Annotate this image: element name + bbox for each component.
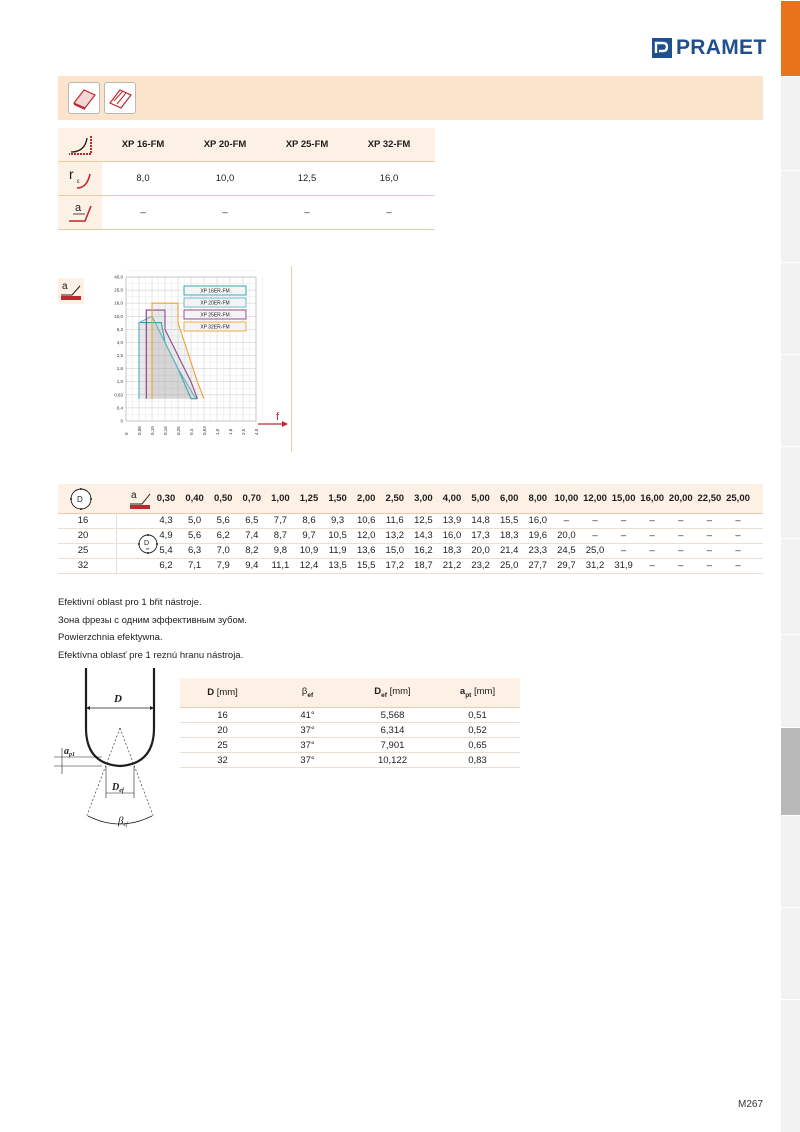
dim-cell: 37° (300, 724, 315, 736)
svg-text:a: a (75, 201, 82, 214)
ap-cell: 7,0 (216, 545, 230, 556)
svg-text:a: a (131, 490, 137, 501)
table-row (58, 514, 763, 529)
x-tick-label: 0 (124, 432, 129, 435)
spec-value: 12,5 (297, 173, 317, 184)
diagram-label-d: D (114, 693, 122, 705)
x-tick-label: 0,10 (150, 426, 155, 435)
ap-column-header: 12,00 (583, 493, 607, 504)
x-tick-label: 0,63 (202, 426, 207, 435)
ap-column-header: 20,00 (668, 493, 693, 504)
ap-cell: 12,4 (299, 560, 319, 571)
ap-cell: 6,2 (216, 530, 230, 541)
dim-cell: 37° (300, 754, 315, 766)
ap-column-header: 0,40 (185, 493, 204, 504)
dimension-table (180, 678, 520, 768)
ap-cell: 8,2 (245, 545, 259, 556)
ap-cell: 24,5 (557, 545, 576, 556)
ap-column-header: 16,00 (640, 493, 665, 504)
column-divider (116, 529, 117, 544)
ap-cell: 14,8 (471, 515, 490, 526)
y-tick-label: 10,0 (114, 313, 123, 319)
x-axis-arrowhead (282, 421, 288, 427)
table-row (180, 723, 520, 738)
ap-cell: 13,5 (328, 560, 347, 571)
y-tick-label: 4,0 (116, 339, 123, 345)
x-tick-label: 0,16 (163, 426, 168, 435)
side-tab-active-section[interactable] (781, 0, 800, 76)
ap-cell: – (678, 545, 684, 556)
ap-cell: 6,2 (159, 560, 173, 571)
ap-cell: – (706, 545, 713, 556)
x-tick-label: 4,0 (254, 428, 259, 435)
side-tab[interactable] (781, 634, 800, 727)
spec-value: 8,0 (136, 173, 150, 184)
side-tab[interactable] (781, 815, 800, 907)
ap-cell: 18,3 (499, 530, 519, 541)
spec-header: XP 32-FM (367, 139, 411, 150)
chamfer-width-icon (58, 196, 102, 229)
side-tab[interactable] (781, 907, 800, 999)
spec-table (58, 128, 435, 230)
ap-cell: 11,9 (328, 545, 347, 556)
side-tab[interactable] (781, 354, 800, 446)
ap-cell: 9,3 (330, 515, 345, 526)
y-tick-label: 0,63 (114, 392, 123, 398)
y-tick-label: 6,3 (116, 326, 123, 332)
spec-value: – (222, 207, 228, 218)
table-row (58, 559, 763, 574)
spec-row-chamfer (58, 196, 435, 230)
ball-nose-diagram (52, 668, 182, 833)
legend-label: XP 25ER-FM (200, 312, 230, 319)
column-divider (116, 514, 117, 529)
ap-cell: – (678, 560, 684, 571)
ap-cell: 20,0 (471, 545, 490, 556)
ap-cell: 7,4 (245, 530, 259, 541)
ap-column-header: 1,50 (328, 493, 347, 504)
ap-cell: 16,0 (442, 530, 462, 541)
ap-cell: – (649, 560, 655, 571)
side-tab[interactable] (781, 262, 800, 354)
dim-cell: 0,52 (468, 724, 487, 736)
spec-value: – (304, 207, 310, 218)
dim-header-d: D [mm] (207, 687, 238, 698)
column-divider (116, 559, 117, 574)
ap-column-header: 0,30 (156, 493, 176, 504)
ap-column-header: 15,00 (611, 493, 636, 504)
dim-cell: 5,568 (380, 709, 405, 721)
ap-cell: 31,9 (614, 560, 633, 571)
ap-cell: 14,3 (414, 530, 433, 541)
dim-header-def: $D_{ef}$ [mm] (374, 686, 411, 699)
ap-cell: 13,9 (442, 515, 462, 526)
ap-cell: 5,6 (216, 515, 230, 526)
ap-column-header: 6,00 (499, 493, 519, 504)
insert-face-icon (68, 82, 100, 114)
dim-cell: 6,314 (380, 724, 405, 736)
ap-column-header: 0,70 (242, 493, 262, 504)
legend-label: XP 16ER-FM (200, 288, 230, 295)
ap-cell: – (563, 515, 570, 526)
ap-cell: 7,9 (216, 560, 230, 571)
effective-diameter-icon (136, 531, 160, 557)
dim-cell: 20 (217, 724, 228, 736)
ap-cell: 18,7 (414, 560, 433, 571)
ap-cell: 6,3 (187, 545, 202, 556)
dim-cell: 41° (300, 709, 315, 721)
ap-row-diameter: 25 (77, 545, 89, 556)
dim-cell: 0,51 (468, 709, 487, 721)
ap-cell: 18,3 (442, 545, 462, 556)
chart-plot (56, 264, 296, 454)
ap-cell: – (735, 545, 741, 556)
profile-icon (58, 128, 102, 161)
pramet-logo-icon (652, 38, 672, 58)
note-line-cs: Efektivní oblast pro 1 břit nástroje. (58, 597, 202, 608)
side-tab[interactable] (781, 538, 800, 634)
ap-cell: – (706, 530, 713, 541)
svg-text:ef: ef (146, 546, 150, 551)
ap-cell: 27,7 (528, 560, 548, 571)
ap-cell: 13,6 (356, 545, 376, 556)
ap-cell: 9,4 (245, 560, 259, 571)
x-tick-label: 0,06 (137, 426, 142, 435)
note-line-ru: Зона фрезы с одним эффективным зубом. (58, 614, 247, 626)
ap-column-header: 5,00 (471, 493, 490, 504)
y-tick-label: 1,0 (116, 379, 123, 385)
ap-cell: – (735, 515, 741, 526)
y-tick-label: 2,5 (116, 353, 123, 359)
y-tick-label: 0 (120, 418, 123, 424)
ap-cell: 25,0 (499, 560, 519, 571)
y-tick-label: 25,0 (114, 287, 123, 293)
table-row (180, 708, 520, 723)
ap-cell: – (735, 530, 741, 541)
ap-row-diameter: 20 (77, 530, 89, 541)
ap-cell: 17,2 (385, 560, 405, 571)
ap-cell: 23,3 (528, 545, 548, 556)
ap-cell: 10,5 (328, 530, 347, 541)
table-row (58, 529, 763, 544)
dim-cell: 37° (300, 739, 315, 751)
table-row (180, 738, 520, 753)
ap-cell: 12,5 (414, 515, 433, 526)
dim-cell: 16 (217, 709, 228, 721)
brand-logo (652, 36, 766, 60)
note-line-sk: Efektívna oblasť pre 1 reznú hranu nástroja. (58, 649, 244, 661)
dim-cell: 0,83 (468, 754, 487, 766)
dim-cell: 10,122 (377, 754, 408, 766)
x-tick-label: 0,25 (176, 426, 181, 435)
ap-cell: 10,6 (356, 515, 376, 526)
diagram-label-ap: $a_{p1}$ (64, 746, 75, 758)
ap-column-header: 25,00 (726, 493, 750, 504)
ap-cell: 9,8 (273, 545, 287, 556)
ap-cell: – (706, 515, 713, 526)
legend-label: XP 20ER-FM (200, 300, 230, 307)
spec-header: XP 25-FM (285, 139, 329, 150)
y-tick-label: 40,0 (114, 274, 123, 280)
ap-cell: – (620, 545, 627, 556)
diagram-label-def: $D_{ef}$ (112, 782, 124, 794)
ap-row-diameter: 32 (77, 560, 89, 571)
ap-cell: 21,4 (499, 545, 519, 556)
ap-cell: 13,2 (385, 530, 405, 541)
x-axis-label: f (276, 411, 280, 423)
ap-cell: 15,5 (499, 515, 519, 526)
side-tab[interactable] (781, 170, 800, 262)
dim-cell: 0,65 (468, 739, 487, 751)
ap-cell: 8,7 (273, 530, 287, 541)
x-tick-label: 2,5 (241, 428, 246, 435)
ap-column-header: 10,00 (554, 493, 579, 504)
ap-cell: 4,9 (159, 530, 173, 541)
ap-cell: – (735, 560, 741, 571)
ap-cell: – (649, 515, 655, 526)
spec-value: 16,0 (379, 173, 399, 184)
svg-text:D: D (77, 495, 83, 504)
ap-cell: 11,6 (385, 515, 404, 526)
x-tick-label: 1,0 (215, 428, 220, 435)
note-line-pl: Powierzchnia efektywna. (58, 632, 163, 643)
ap-cell: 11,1 (271, 560, 290, 571)
column-divider (116, 544, 117, 559)
ap-cell: 16,2 (414, 545, 433, 556)
brand-name: PRAMET (676, 36, 767, 59)
ap-cell: 5,6 (187, 530, 202, 541)
svg-text:ε: ε (77, 178, 80, 185)
ap-column-header: 22,50 (697, 493, 722, 504)
dim-table-header (180, 678, 520, 708)
y-tick-label: 1,6 (116, 366, 123, 372)
ap-cell: 15,5 (356, 560, 376, 571)
ap-row-diameter: 16 (77, 515, 89, 526)
ap-cell: – (592, 530, 598, 541)
legend-label: XP 32ER-FM (200, 324, 230, 331)
ap-cell: – (592, 515, 598, 526)
ap-cell: – (649, 545, 655, 556)
ap-cell: 23,2 (471, 560, 490, 571)
ap-cell: – (678, 530, 684, 541)
ap-cell: – (649, 530, 655, 541)
side-tab[interactable] (781, 76, 800, 170)
dim-cell: 25 (217, 739, 228, 751)
ap-cell: 31,2 (585, 560, 605, 571)
side-tab[interactable] (781, 999, 800, 1132)
ap-cell: 6,5 (245, 515, 259, 526)
y-tick-label: 16,0 (114, 300, 123, 306)
ap-cell: 16,0 (528, 515, 548, 526)
table-row (180, 753, 520, 768)
ap-column-header: 2,00 (356, 493, 376, 504)
ap-cell: 10,9 (299, 545, 319, 556)
x-tick-label: 0,4 (189, 428, 194, 435)
page-number: M267 (738, 1099, 764, 1110)
ap-cell: 4,3 (159, 515, 173, 526)
insert-edge-icon (104, 82, 136, 114)
ap-cell: 20,0 (557, 530, 576, 541)
spec-header-row (58, 128, 435, 162)
dim-header-apt: $a_{pt}$ [mm] (459, 686, 496, 699)
dim-header-beta: $\beta_{ef}$ (301, 686, 314, 699)
y-tick-label: 0,4 (116, 405, 123, 411)
ap-cell: 19,6 (528, 530, 548, 541)
depth-diameter-table (58, 484, 763, 574)
ap-cell: 7,1 (187, 560, 202, 571)
table-row (58, 544, 763, 559)
diameter-icon (66, 486, 96, 512)
ap-cell: 25,0 (585, 545, 605, 556)
ap-table-header (58, 484, 763, 514)
dim-cell: 7,901 (380, 739, 405, 751)
ap-column-header: 8,00 (528, 493, 548, 504)
ap-cell: 21,2 (442, 560, 462, 571)
ap-cell: 15,0 (385, 545, 405, 556)
ap-cell: 17,3 (471, 530, 490, 541)
ap-column-header: 1,00 (271, 493, 290, 504)
spec-header: XP 16-FM (121, 139, 165, 150)
side-tab-strip (781, 0, 800, 1132)
dim-cell: 32 (217, 754, 228, 766)
spec-value: 10,0 (215, 173, 235, 184)
notes (58, 594, 247, 664)
cutting-range-chart (56, 264, 296, 454)
ap-cell: 5,4 (159, 545, 173, 556)
header-band (58, 76, 763, 120)
spec-header: XP 20-FM (203, 139, 247, 150)
x-tick-label: 1,6 (228, 428, 233, 435)
ap-cell: 12,0 (356, 530, 376, 541)
ap-cell: – (706, 560, 713, 571)
ap-cell: – (620, 530, 627, 541)
ap-column-header: 4,00 (442, 493, 462, 504)
ap-cell: 7,7 (273, 515, 287, 526)
diagram-label-beta: βef (118, 815, 128, 828)
spec-value: – (140, 207, 146, 218)
ap-cell: 29,7 (557, 560, 576, 571)
svg-text:a: a (62, 281, 68, 292)
ap-column-header: 3,00 (414, 493, 433, 504)
spec-value: – (386, 207, 392, 218)
ap-cell: 8,6 (302, 515, 316, 526)
ap-cell: – (620, 515, 627, 526)
ap-cell: 9,7 (302, 530, 316, 541)
ap-column-header: 2,50 (385, 493, 405, 504)
side-tab-current[interactable] (781, 727, 800, 815)
ap-cell: 5,0 (187, 515, 202, 526)
ap-column-header: 1,25 (299, 493, 319, 504)
corner-radius-icon (58, 162, 102, 195)
ap-cell: – (678, 515, 684, 526)
spec-row-radius (58, 162, 435, 196)
side-tab[interactable] (781, 446, 800, 538)
svg-text:r: r (69, 165, 74, 182)
chart-divider (291, 266, 292, 452)
ap-column-header: 0,50 (213, 493, 233, 504)
svg-text:D: D (144, 540, 150, 547)
